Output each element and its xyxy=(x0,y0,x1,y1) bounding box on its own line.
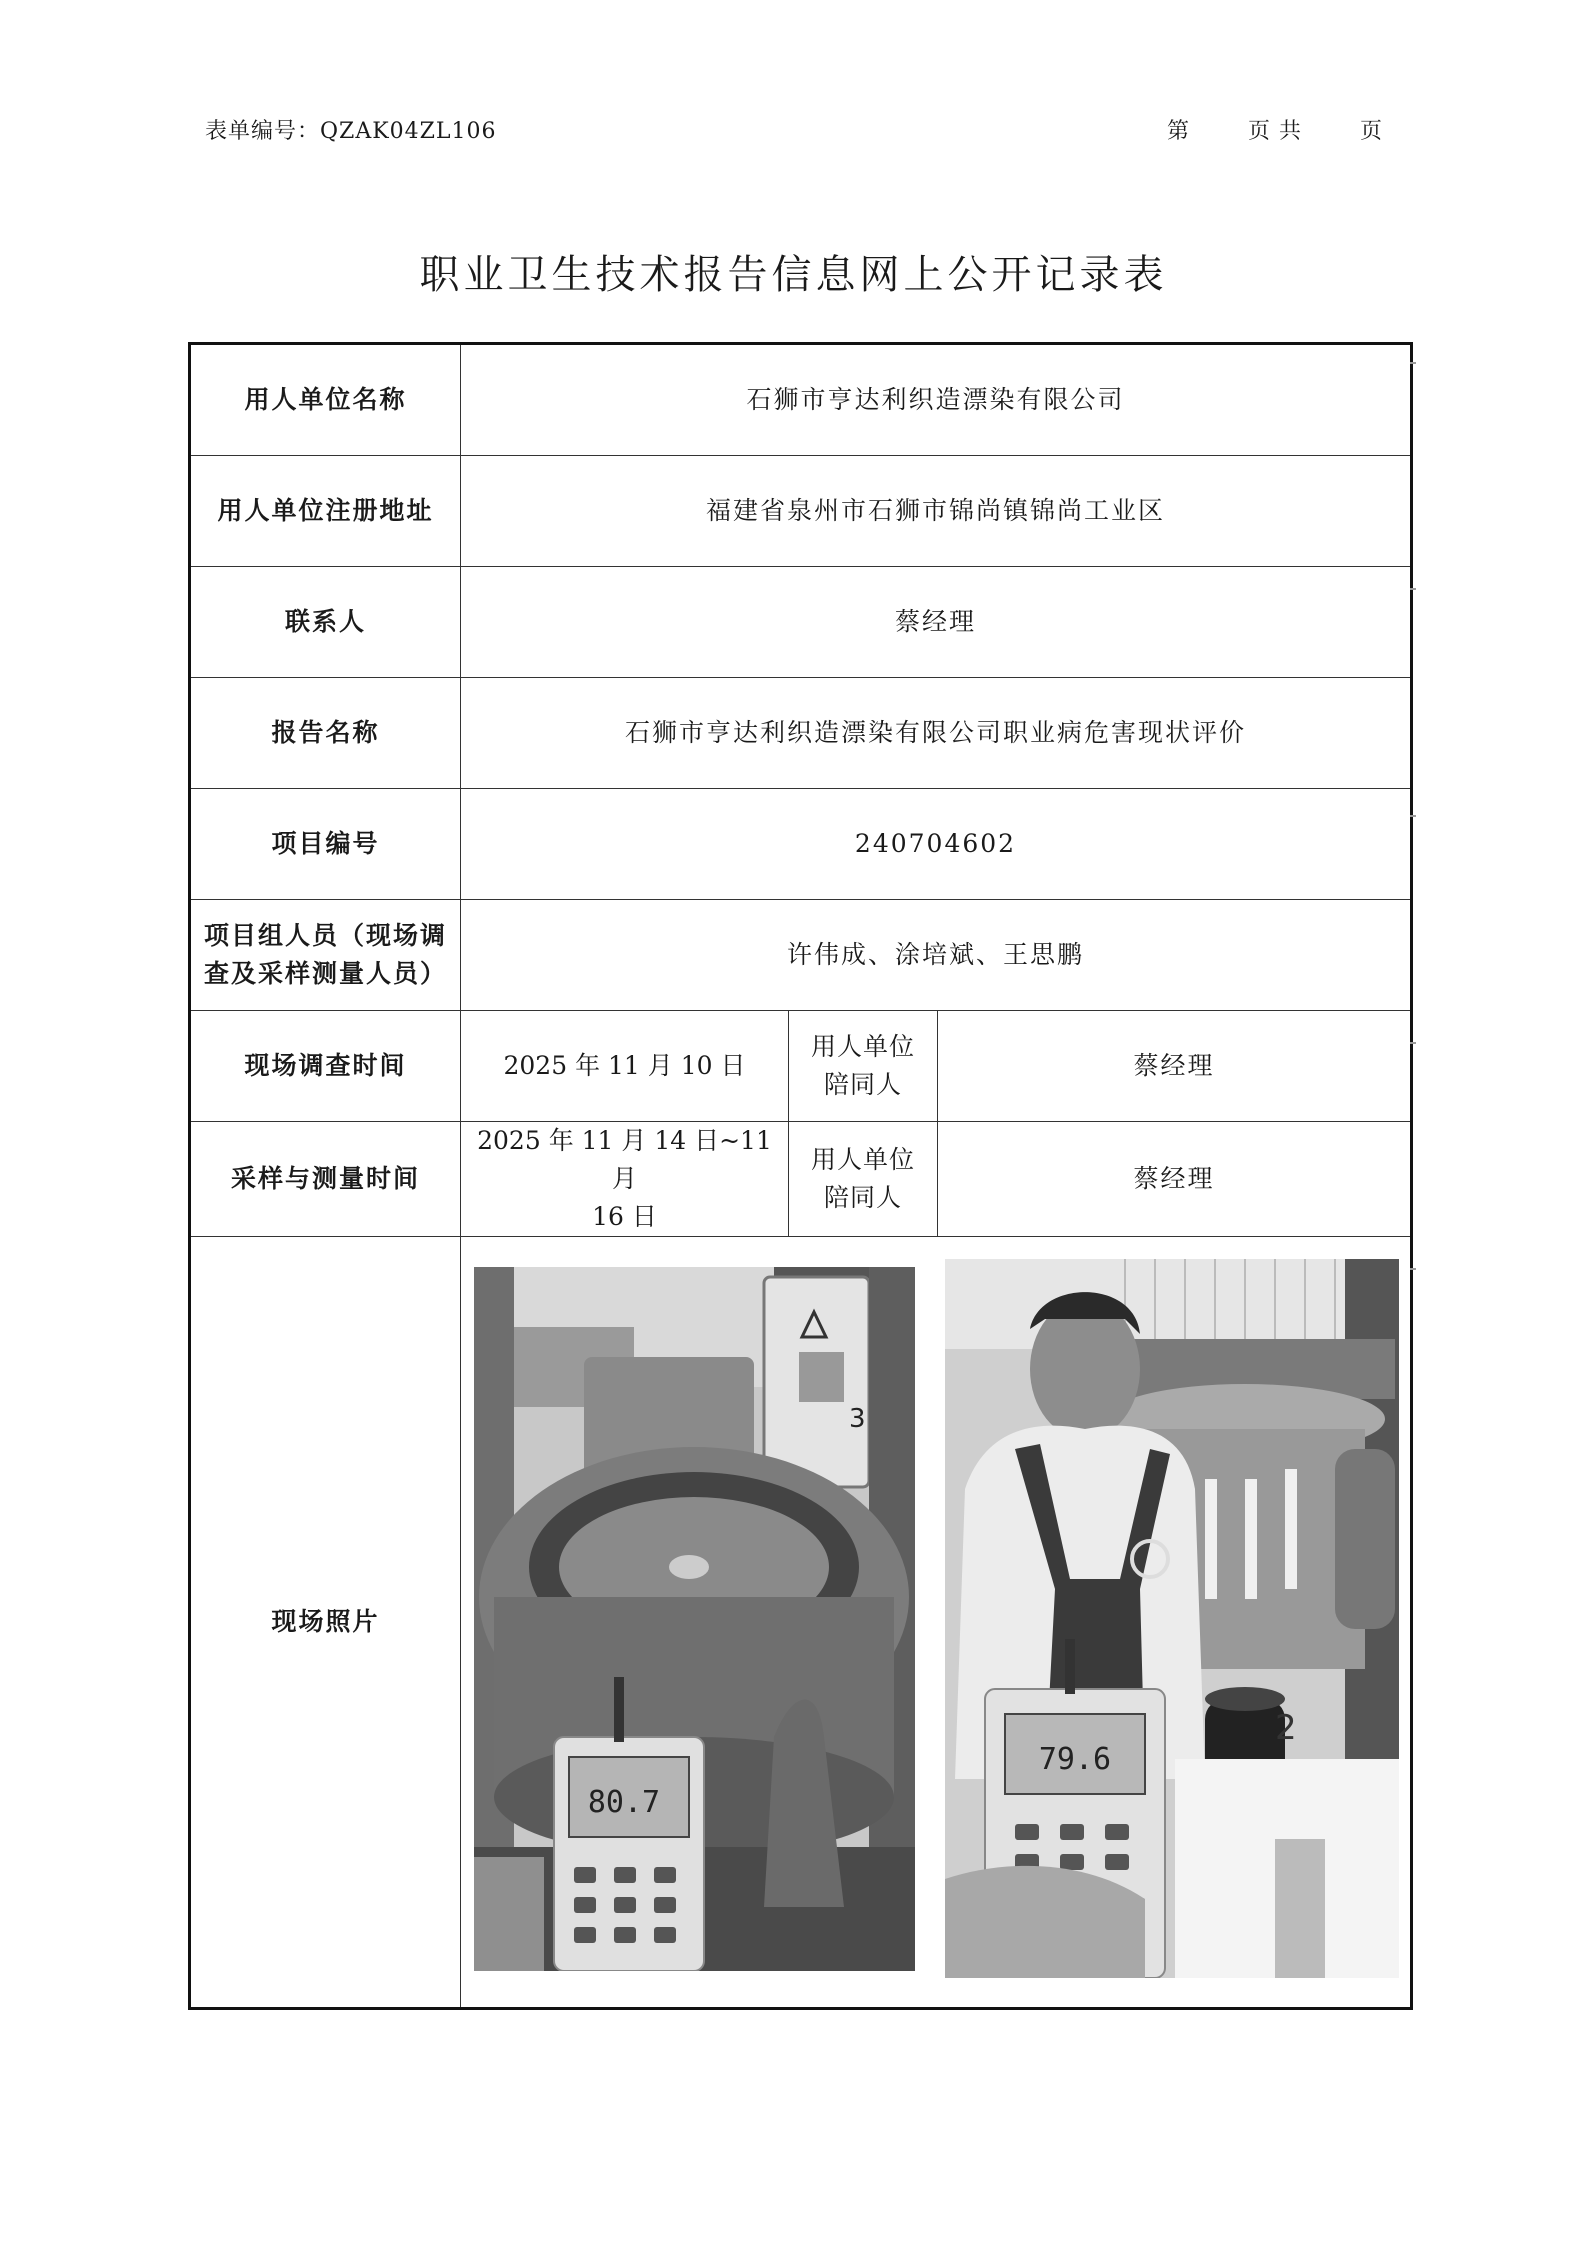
page-counter-di: 第 xyxy=(1167,119,1191,144)
margin-mark xyxy=(1410,1268,1416,1270)
row-sampling-time xyxy=(190,1122,1412,1237)
margin-mark xyxy=(1410,362,1416,364)
survey-time-value: 2025 年 11 月 10 日 xyxy=(461,1011,789,1122)
employer-name-label: 用人单位名称 xyxy=(190,344,461,456)
team-members-label-line2: 查及采样测量人员） xyxy=(203,959,447,988)
row-survey-time xyxy=(190,1011,1412,1122)
row-employer-name xyxy=(190,344,1412,456)
survey-companion-label-line2: 陪同人 xyxy=(823,1070,902,1099)
machine-number-right: 2 xyxy=(1275,1708,1297,1748)
survey-companion-label-line1: 用人单位 xyxy=(810,1032,915,1061)
employer-name-value: 石狮市亨达利织造漂染有限公司 xyxy=(461,344,1412,456)
page-counter xyxy=(1167,114,1383,145)
sampling-time-value-line2: 16 日 xyxy=(592,1202,657,1231)
report-name-value: 石狮市亨达利织造漂染有限公司职业病危害现状评价 xyxy=(461,678,1412,789)
team-members-value: 许伟成、涂培斌、王思鹏 xyxy=(461,900,1412,1011)
contact-label: 联系人 xyxy=(190,567,461,678)
sampling-time-label: 采样与测量时间 xyxy=(190,1122,461,1237)
row-project-number xyxy=(190,789,1412,900)
project-number-value: 240704602 xyxy=(461,789,1412,900)
sampling-companion-label xyxy=(789,1122,938,1237)
employer-address-label: 用人单位注册地址 xyxy=(190,456,461,567)
photos-container xyxy=(461,1237,1410,2007)
machine-number-left: 3 xyxy=(849,1404,866,1434)
sampling-companion-label-line1: 用人单位 xyxy=(810,1145,915,1174)
report-name-label: 报告名称 xyxy=(190,678,461,789)
margin-mark xyxy=(1410,588,1416,590)
survey-companion-label xyxy=(789,1011,938,1122)
team-members-label xyxy=(190,900,461,1011)
page-counter-ye-gong: 页 共 xyxy=(1248,119,1303,144)
form-number: 表单编号：QZAK04ZL106 xyxy=(205,119,497,144)
team-members-label-line1: 项目组人员（现场调 xyxy=(203,921,447,950)
sampling-companion-label-line2: 陪同人 xyxy=(823,1183,902,1212)
meter-reading-right: 79.6 xyxy=(1038,1742,1112,1777)
meter-reading-left: 80.7 xyxy=(587,1785,661,1820)
sampling-time-value-line1: 2025 年 11 月 14 日~11 月 xyxy=(477,1126,772,1193)
contact-value: 蔡经理 xyxy=(461,567,1412,678)
record-table xyxy=(188,342,1413,2010)
row-contact xyxy=(190,567,1412,678)
margin-mark xyxy=(1410,815,1416,817)
project-number-label: 项目编号 xyxy=(190,789,461,900)
sampling-time-value xyxy=(461,1122,789,1237)
sampling-companion-value: 蔡经理 xyxy=(938,1122,1412,1237)
document-title: 职业卫生技术报告信息网上公开记录表 xyxy=(419,252,1168,298)
row-photos xyxy=(190,1237,1412,2009)
site-photo-worker xyxy=(945,1259,1399,1978)
employer-address-value: 福建省泉州市石狮市锦尚镇锦尚工业区 xyxy=(461,456,1412,567)
survey-time-label: 现场调查时间 xyxy=(190,1011,461,1122)
row-report-name xyxy=(190,678,1412,789)
photos-cell xyxy=(461,1237,1412,2009)
row-team-members xyxy=(190,900,1412,1011)
site-photo-centrifuge xyxy=(474,1267,915,1971)
margin-mark xyxy=(1410,1042,1416,1044)
row-employer-address xyxy=(190,456,1412,567)
page-counter-ye: 页 xyxy=(1360,119,1384,144)
photos-label: 现场照片 xyxy=(190,1237,461,2009)
survey-companion-value: 蔡经理 xyxy=(938,1011,1412,1122)
